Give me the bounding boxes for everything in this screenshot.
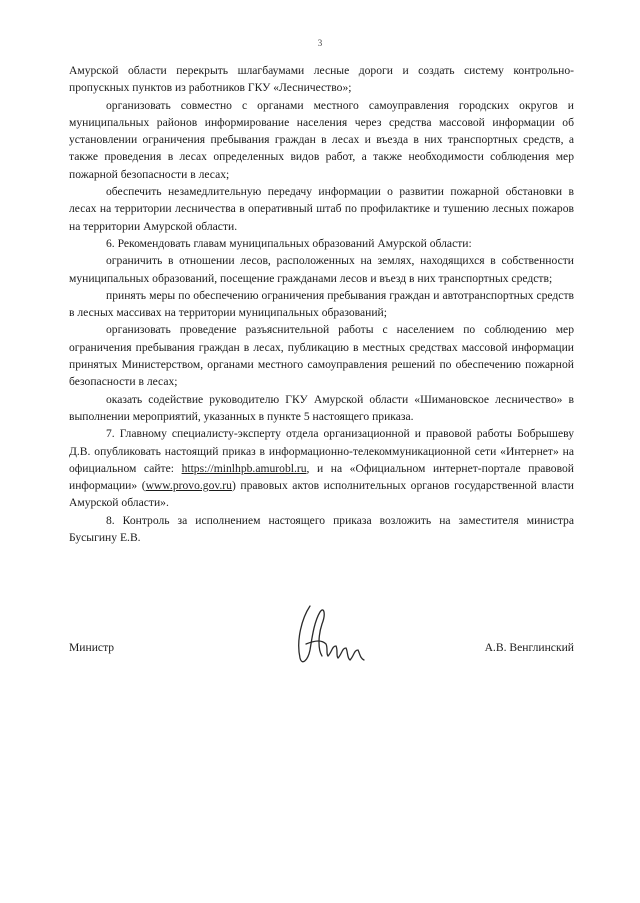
document-body bbox=[69, 62, 574, 546]
item-7-text-b: , и на «Официальном интернет-портале правовой информации» ( bbox=[69, 461, 574, 493]
paragraph-transfer-info: обеспечить незамедлительную передачу информации о развитии пожарной обстановки в лесах на территории лесничества в оперативный штаб по профилактике и тушению лесных пожаров на территории Амурской области. bbox=[69, 185, 574, 233]
paragraph-explanatory-work: организовать проведение разъяснительной работы с населением по соблюдению мер ограничения пребывания граждан в лесах, публикацию в местных средствах массовой информации принятых Министерством, органами местного самоуправления решений по обеспечению пожарной безопасности в лесах; bbox=[69, 323, 574, 389]
minlhpb-link[interactable]: https://minlhpb.amurobl.ru bbox=[181, 461, 307, 475]
handwritten-signature-icon bbox=[292, 600, 372, 672]
paragraph-inform-population: организовать совместно с органами местного самоуправления городских округов и муниципальных районов информирование населения через средства массовой информации об установлении ограничения пребывания граждан в лесах и въезда в них транспортных средств, а также проведения в лесах определенных видов работ, а также необходимости соблюдения мер пожарной безопасности в лесах; bbox=[69, 98, 574, 181]
page-number: 3 bbox=[317, 38, 323, 48]
paragraph-assist: оказать содействие руководителю ГКУ Амурской области «Шимановское лесничество» в выполнении мероприятий, указанных в пункте 5 настоящего приказа. bbox=[69, 392, 574, 423]
paragraph-item-7 bbox=[69, 425, 574, 511]
signer-position: Министр bbox=[69, 641, 115, 654]
paragraph-item-6: 6. Рекомендовать главам муниципальных образований Амурской области: bbox=[106, 236, 472, 250]
paragraph-restrict-forests: ограничить в отношении лесов, расположенных на землях, находящихся в собственности муниципальных образований, посещение гражданами лесов и въезд в них транспортных средств; bbox=[69, 254, 574, 285]
paragraph-take-measures: принять меры по обеспечению ограничения пребывания граждан и автотранспортных средств в лесных массивах на территории муниципальных образований; bbox=[69, 288, 574, 320]
paragraph-item-8: 8. Контроль за исполнением настоящего приказа возложить на заместителя министра Бусыгину Е.В. bbox=[69, 513, 574, 545]
signer-name: А.В. Венглинский bbox=[484, 641, 574, 654]
item-7-text-c: ) правовых актов исполнительных органов государственной власти Амурской области». bbox=[69, 479, 574, 510]
paragraph-barriers: Амурской области перекрыть шлагбаумами лесные дороги и создать систему контрольно-пропускных пунктов из работников ГКУ «Лесничество»; bbox=[69, 64, 574, 95]
provo-link[interactable]: www.provo.gov.ru bbox=[145, 479, 232, 493]
item-7-text-a: 7. Главному специалисту-эксперту отдела организационной и правовой работы Бобрышеву Д.В. опубликовать настоящий приказ в информационно-телекоммуникационной сети «Интернет» на официальном сайте: bbox=[69, 427, 574, 475]
